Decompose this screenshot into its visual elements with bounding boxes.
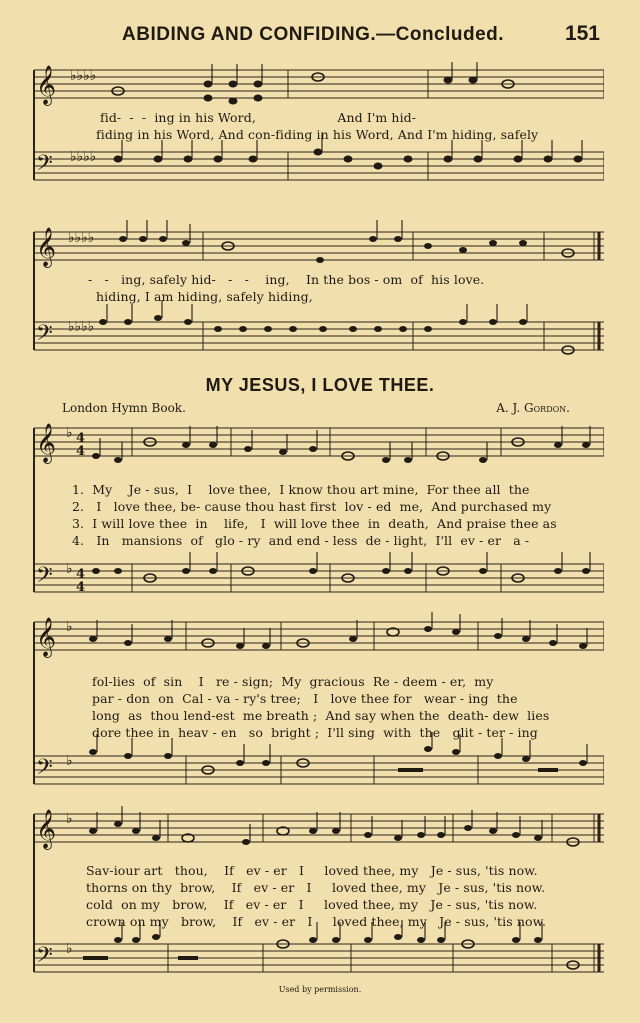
verse-4-line-b: dore thee in heav - en so bright ; I'll sing with the glit - ter - ing: [92, 725, 538, 740]
abiding-lyric-line-2-lower: hiding, I am hiding, safely hiding,: [96, 289, 313, 304]
running-title: ABIDING AND CONFIDING.—Concluded.: [122, 24, 505, 45]
music-system-4: [28, 612, 604, 794]
svg-text:♭: ♭: [66, 561, 73, 577]
music-system-3: [28, 420, 604, 600]
svg-text:𝄢: 𝄢: [36, 943, 53, 973]
abiding-lyric-line-2-upper: - - ing, safely hid- - - ing, In the bos - om of his love.: [88, 272, 485, 287]
svg-text:𝄞: 𝄞: [36, 617, 57, 657]
svg-text:𝄢: 𝄢: [36, 321, 53, 351]
verse-2-line-b: par - don on Cal - va - ry's tree; I love thee for wear - ing the: [92, 691, 518, 706]
svg-text:𝄞: 𝄞: [36, 65, 57, 105]
svg-text:♭♭♭♭: ♭♭♭♭: [70, 149, 97, 165]
svg-text:♭: ♭: [66, 753, 73, 769]
svg-text:♭♭♭♭: ♭♭♭♭: [68, 230, 95, 246]
verse-1-line-b: fol-lies of sin I re - sign; My gracious Re - deem - er, my: [92, 674, 494, 689]
svg-text:4: 4: [76, 580, 86, 595]
svg-text:♭: ♭: [66, 811, 73, 827]
abiding-lyric-line-1-upper: fid- - - ing in his Word, And I'm hid-: [100, 110, 417, 125]
music-system-5: [28, 806, 604, 982]
svg-text:𝄢: 𝄢: [36, 563, 53, 593]
abiding-lyric-line-1-lower: fiding in his Word, And con-fiding in his Word, And I'm hiding, safely: [96, 127, 539, 142]
svg-text:♭♭♭♭: ♭♭♭♭: [68, 319, 95, 335]
svg-text:𝄞: 𝄞: [36, 809, 57, 849]
svg-text:𝄞: 𝄞: [36, 227, 57, 267]
verse-2-line-c: thorns on thy brow, If ev - er I loved thee, my Je - sus, 'tis now.: [86, 880, 546, 895]
verse-4-line-c: crown on my brow, If ev - er I loved thee, my Je - sus, 'tis now.: [86, 914, 547, 929]
svg-text:𝄢: 𝄢: [36, 755, 53, 785]
hymn-composer: A. J. Gordon.: [496, 401, 570, 415]
svg-text:4: 4: [76, 431, 86, 446]
music-system-2: [28, 212, 604, 362]
svg-text:4: 4: [76, 567, 86, 582]
svg-text:♭♭♭♭: ♭♭♭♭: [70, 68, 97, 84]
verse-2-line-a: 2. I love thee, be- cause thou hast first lov - ed me, And purchased my: [72, 499, 552, 514]
verse-4-line-a: 4. In mansions of glo - ry and end - less de - light, I'll ev - er a -: [72, 533, 530, 548]
verse-3-line-a: 3. I will love thee in life, I will love thee in death, And praise thee as: [72, 516, 557, 531]
svg-text:𝄢: 𝄢: [36, 151, 53, 181]
running-header: [0, 18, 640, 52]
verse-1-line-a: 1. My Je - sus, I love thee, I know thou art mine, For thee all the: [72, 482, 530, 497]
svg-text:𝄞: 𝄞: [36, 423, 57, 463]
svg-text:♭: ♭: [66, 619, 73, 635]
verse-1-line-c: Sav-iour art thou, If ev - er I loved thee, my Je - sus, 'tis now.: [86, 863, 538, 878]
svg-text:♭: ♭: [66, 941, 73, 957]
staff-system-2: [28, 212, 604, 362]
svg-text:♭: ♭: [66, 425, 73, 441]
permission-footnote: Used by permission.: [278, 985, 362, 994]
svg-text:4: 4: [76, 444, 86, 459]
verse-3-line-b: long as thou lend-est me breath ; And say when the death- dew lies: [92, 708, 550, 723]
hymn-title: MY JESUS, I LOVE THEE.: [205, 375, 435, 395]
music-system-1: [28, 60, 604, 206]
hymn-source: London Hymn Book.: [62, 401, 186, 415]
page-number: 151: [564, 22, 600, 45]
verse-3-line-c: cold on my brow, If ev - er I loved thee, my Je - sus, 'tis now.: [86, 897, 538, 912]
